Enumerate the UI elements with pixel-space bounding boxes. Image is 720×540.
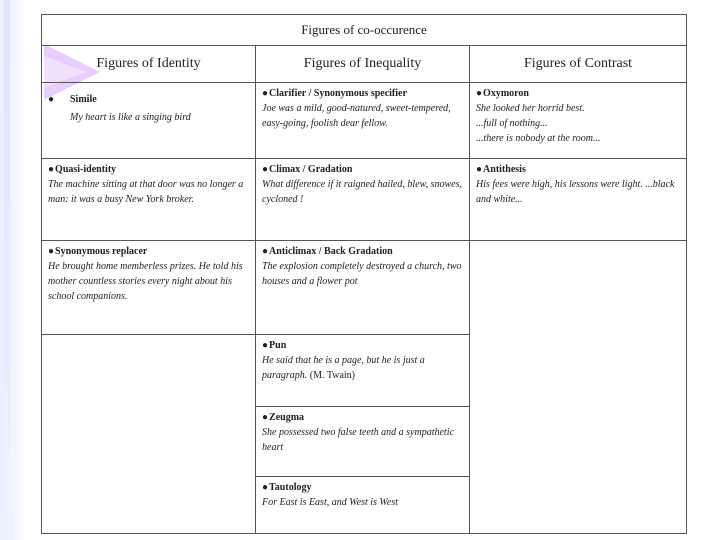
- example-oxymoron-line-1: She looked her horrid best.: [476, 103, 585, 114]
- term-simile: Simile: [70, 94, 97, 105]
- example-clarifier: Joe was a mild, good-natured, sweet-tempered, easy-going, foolish dear fellow.: [262, 103, 451, 129]
- decorative-side-bar: [0, 0, 26, 540]
- bullet-icon: ●: [262, 164, 269, 175]
- bullet-icon: ●: [476, 88, 483, 99]
- example-synonymous-replacer: He brought home memberless prizes. He told his mother countless stories every night about his school companions.: [48, 261, 243, 302]
- example-climax: What difference if it raigned hailed, blew, snowes, cycloned !: [262, 179, 462, 205]
- term-zeugma: Zeugma: [269, 412, 305, 423]
- cell-climax: [256, 159, 470, 241]
- term-clarifier: Clarifier / Synonymous specifier: [269, 88, 407, 99]
- cell-zeugma: [256, 407, 470, 477]
- example-simile: My heart is like a singing bird: [70, 112, 191, 123]
- cell-synonymous-replacer: [42, 241, 256, 335]
- bullet-icon: ●: [48, 164, 55, 175]
- example-tautology: For East is East, and West is West: [262, 497, 398, 508]
- example-quasi-identity: The machine sitting at that door was no longer a man: it was a busy New York broker.: [48, 179, 244, 205]
- bullet-icon: ●: [262, 482, 269, 493]
- example-pun: He said that he is a page, but he is just a paragraph.: [262, 355, 425, 381]
- cell-clarifier: [256, 83, 470, 159]
- term-antithesis: Antithesis: [483, 164, 526, 175]
- term-quasi-identity: Quasi-identity: [55, 164, 117, 175]
- column-header-inequality: Figures of Inequality: [256, 46, 470, 83]
- cell-oxymoron: [470, 83, 687, 159]
- cell-tautology: [256, 477, 470, 534]
- cell-pun: [256, 335, 470, 407]
- cell-empty-identity: [42, 335, 256, 534]
- example-pun-author: (M. Twain): [309, 370, 356, 381]
- cell-empty-contrast: [470, 241, 687, 534]
- term-pun: Pun: [269, 340, 287, 351]
- figures-table: [41, 14, 687, 534]
- term-oxymoron: Oxymoron: [483, 88, 529, 99]
- cell-simile: [42, 83, 256, 159]
- cell-anticlimax: [256, 241, 470, 335]
- example-oxymoron-line-3: ...there is nobody at the room...: [476, 133, 601, 144]
- example-zeugma: She possessed two false teeth and a sympathetic heart: [262, 427, 454, 453]
- bullet-icon: ●: [262, 340, 269, 351]
- bullet-icon: ●: [262, 412, 269, 423]
- example-antithesis: His fees were high, his lessons were light. ...black and white...: [476, 179, 675, 205]
- term-synonymous-replacer: Synonymous replacer: [55, 246, 148, 257]
- bullet-icon: ●: [48, 94, 55, 105]
- example-anticlimax: The explosion completely destroyed a church, two houses and a flower pot: [262, 261, 462, 287]
- example-oxymoron-line-2: ...full of nothing...: [476, 118, 548, 129]
- column-header-contrast: Figures of Contrast: [470, 46, 687, 83]
- bullet-icon: ●: [48, 246, 55, 257]
- bullet-icon: ●: [476, 164, 483, 175]
- column-header-identity: Figures of Identity: [42, 46, 256, 83]
- bullet-icon: ●: [262, 88, 269, 99]
- term-tautology: Tautology: [269, 482, 312, 493]
- term-anticlimax: Anticlimax / Back Gradation: [269, 246, 393, 257]
- term-climax: Climax / Gradation: [269, 164, 353, 175]
- cell-quasi-identity: [42, 159, 256, 241]
- table-title: Figures of co-occurence: [42, 15, 687, 46]
- bullet-icon: ●: [262, 246, 269, 257]
- cell-antithesis: [470, 159, 687, 241]
